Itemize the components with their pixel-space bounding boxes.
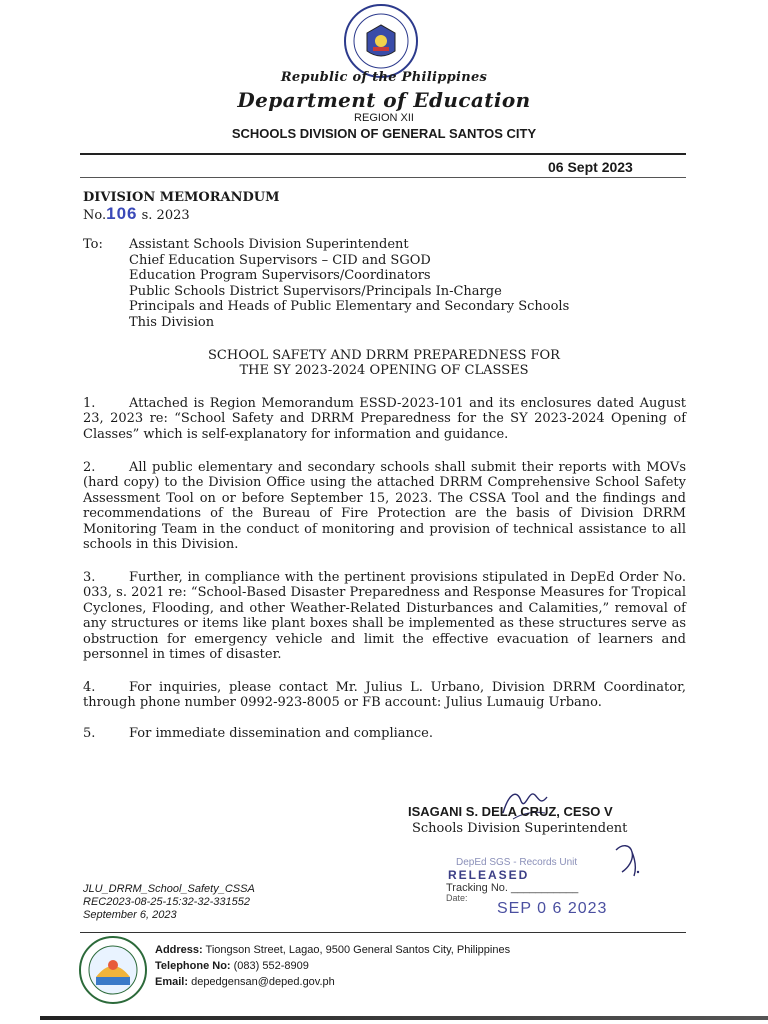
reference-line: JLU_DRRM_School_Safety_CSSA [83,883,255,895]
header-republic: Republic of the Philippines [280,70,488,85]
reference-line: REC2023-08-25-15:32-32-331552 [83,896,250,908]
memo-date: 06 Sept 2023 [548,159,633,175]
paragraph-1 [83,396,686,442]
footer-divider [80,932,686,933]
header-department: Department of Education [237,88,531,112]
recipient-list [129,237,569,331]
reference-block [83,883,255,922]
stamp-released: RELEASED [448,868,530,882]
stamp-tracking: Tracking No. ___________ [446,882,579,894]
paragraph-5 [83,726,686,741]
header-divider [80,153,686,155]
paragraph-text: For immediate dissemination and compliance. [129,726,433,741]
paragraph-3 [83,570,686,662]
stamp-unit: DepEd SGS - Records Unit [456,857,578,868]
paragraph-text: All public elementary and secondary schools shall submit their reports with MOVs (hard copy) to the Division Office using the attached DRRM Comprehensive School Safety Assessment Tool on or before September 15, 2023. The CSSA Tool and the findings and recommendations of the Bureau of Fire Protection are the basis of Division DRRM Monitoring Team in the conduct of monitoring and provision of technical assistance to all schools in this Division. [83,460,686,553]
memo-no-prefix: No. [83,208,107,223]
recipient-item: Chief Education Supervisors – CID and SGOD [129,252,431,268]
memo-number [83,204,190,224]
reference-line: September 6, 2023 [83,909,177,921]
paragraph-number: 3. [83,570,96,585]
recipient-item: This Division [129,314,215,330]
recipient-item: Assistant Schools Division Superintendent [129,237,409,252]
bottom-edge-bar [40,1016,768,1020]
footer-phone: Telephone No: (083) 552-8909 [155,960,309,972]
memo-title: DIVISION MEMORANDUM [83,190,280,205]
division-seal-logo [78,935,148,1005]
paragraph-text: For inquiries, please contact Mr. Julius L. Urbano, Division DRRM Coordinator, through phone number 0992-923-8005 or FB account: Julius Lumauig Urbano. [83,680,686,711]
header-division: SCHOOLS DIVISION OF GENERAL SANTOS CITY [231,126,537,141]
stamp-date: SEP 0 6 2023 [497,900,608,917]
subject-line: THE SY 2023-2024 OPENING OF CLASSES [239,363,529,378]
recipient-item: Principals and Heads of Public Elementary and Secondary Schools [129,299,570,315]
memo-number-handwritten: 106 [106,204,138,223]
paragraph-text: Further, in compliance with the pertinent provisions stipulated in DepEd Order No. 033, s. 2021 re: “School-Based Disaster Preparedness and Response Measures for Tropical Cyclones, Flooding, and other Weather-Related Disturbances and Calamities,” removal of any structures or items like plant boxes shall be implemented as these structures serve as obstruction for emergency vehicle and limit the effective evacuation of learners and personnel in times of disaster. [83,570,686,663]
subject-line: SCHOOL SAFETY AND DRRM PREPAREDNESS FOR [208,348,560,363]
paragraph-number: 2. [83,460,96,475]
header-region: REGION XII [354,112,414,124]
memo-series: s. 2023 [141,208,190,223]
initial-mark [612,842,642,882]
stamp-date-label: Date: [446,893,468,903]
footer-contact [155,942,510,990]
footer-email: Email: depedgensan@deped.gov.ph [155,976,335,988]
memo-subject [0,348,768,378]
deped-seal-logo [343,3,419,79]
paragraph-text: Attached is Region Memorandum ESSD-2023-101 and its enclosures dated August 23, 2023 re: “School Safety and DRRM Preparedness for the SY 2023-2024 Opening of Classes” which is self-explanatory for information and guidance. [83,396,686,442]
paragraph-4 [83,680,686,711]
footer-address: Address: Tiongson Street, Lagao, 9500 General Santos City, Philippines [155,944,511,956]
paragraph-number: 4. [83,680,96,695]
recipient-item: Public Schools District Supervisors/Principals In-Charge [129,283,502,299]
recipient-item: Education Program Supervisors/Coordinators [129,268,431,284]
to-label: To: [83,237,103,252]
paragraph-2 [83,460,686,552]
signatory-name: ISAGANI S. DELA CRUZ, CESO V [408,804,613,819]
paragraph-number: 5. [83,726,96,741]
signatory-title: Schools Division Superintendent [412,821,628,836]
paragraph-number: 1. [83,396,96,411]
date-divider [80,177,686,178]
